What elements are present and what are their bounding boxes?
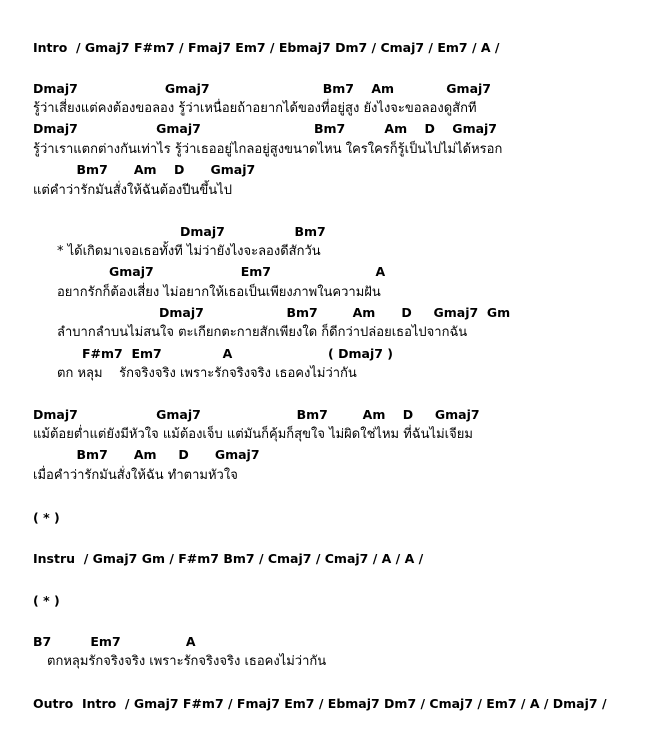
bridge-lyric: ตกหลุมรักจริงจริง เพราะรักจริงจริง เธอคงไม่ว่ากัน — [47, 654, 327, 669]
instru-line: Instru / Gmaj7 Gm / F#m7 Bm7 / Cmaj7 / Cmaj7 / A / A / — [33, 551, 424, 566]
outro-line: Outro Intro / Gmaj7 F#m7 / Fmaj7 Em7 / Ebmaj7 Dm7 / Cmaj7 / Em7 / A / Dmaj7 / — [33, 696, 607, 711]
verse1-lyric-2: รู้ว่าเราแตกต่างกันเท่าไร รู้ว่าเธออยู่ไกลอยู่สูงขนาดไหน ใครใครก็รู้เป็นไปไม่ได้หรอก — [33, 142, 503, 157]
chorus-lyric-3: ลำบากลำบนไม่สนใจ ตะเกียกตะกายสักเพียงใด ก็ดีกว่าปล่อยเธอไปจากฉัน — [57, 325, 468, 340]
verse1-lyric-1: รู้ว่าเสี่ยงแต่คงต้องขอลอง รู้ว่าเหนื่อยถ้าอยากได้ของที่อยู่สูง ยังไงจะขอลองดูสักที — [33, 101, 477, 116]
verse1-chords-2: Dmaj7 Gmaj7 Bm7 Am D Gmaj7 — [33, 121, 498, 136]
chorus-lyric-1: * ได้เกิดมาเจอเธอทั้งที ไม่ว่ายังไงจะลองดีสักวัน — [57, 244, 321, 259]
verse2-chords-2: Bm7 Am D Gmaj7 — [33, 447, 260, 462]
bridge-chords: B7 Em7 A — [33, 634, 196, 649]
verse2-chords-1: Dmaj7 Gmaj7 Bm7 Am D Gmaj7 — [33, 407, 480, 422]
chorus-lyric-2: อยากรักก็ต้องเสี่ยง ไม่อยากให้เธอเป็นเพียงภาพในความฝัน — [57, 285, 381, 300]
chorus-chords-4: F#m7 Em7 A ( Dmaj7 ) — [82, 346, 393, 361]
verse2-lyric-2: เมื่อคำว่ารักมันสั่งให้ฉัน ทำตามหัวใจ — [33, 468, 238, 483]
chorus-repeat-marker-2: ( * ) — [33, 593, 60, 608]
chorus-chords-2: Gmaj7 Em7 A — [109, 264, 386, 279]
chorus-chords-1: Dmaj7 Bm7 — [180, 224, 326, 239]
verse1-chords-1: Dmaj7 Gmaj7 Bm7 Am Gmaj7 — [33, 81, 491, 96]
verse1-lyric-3: แต่คำว่ารักมันสั่งให้ฉันต้องปีนขึ้นไป — [33, 183, 232, 198]
chorus-chords-3: Dmaj7 Bm7 Am D Gmaj7 Gm — [159, 305, 511, 320]
verse1-chords-3: Bm7 Am D Gmaj7 — [33, 162, 256, 177]
chorus-lyric-4: ตก หลุม รักจริงจริง เพราะรักจริงจริง เธอคงไม่ว่ากัน — [57, 366, 357, 381]
verse2-lyric-1: แม้ต้อยต่ำแต่ยังมีหัวใจ แม้ต้องเจ็บ แต่มันก็คุ้มก็สุขใจ ไม่ผิดใช่ไหม ที่ฉันไม่เจียม — [33, 427, 473, 442]
chorus-repeat-marker-1: ( * ) — [33, 510, 60, 525]
intro-line: Intro / Gmaj7 F#m7 / Fmaj7 Em7 / Ebmaj7 Dm7 / Cmaj7 / Em7 / A / — [33, 40, 500, 55]
